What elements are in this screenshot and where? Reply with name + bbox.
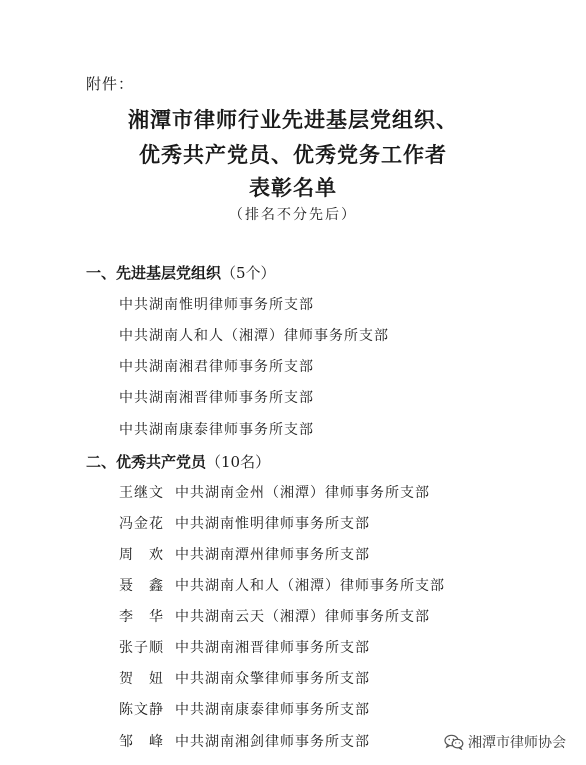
watermark-text: 湘潭市律师协会 (468, 735, 566, 751)
member-org: 中共湖南潭州律师事务所支部 (175, 547, 370, 563)
member-org: 中共湖南湘剑律师事务所支部 (175, 734, 370, 750)
org-item: 中共湖南湘君律师事务所支部 (119, 359, 314, 375)
member-item (119, 637, 370, 657)
section-2-heading (86, 451, 270, 472)
member-item (119, 699, 370, 719)
member-org: 中共湖南金州（湘潭）律师事务所支部 (175, 485, 430, 501)
member-name: 李 华 (119, 609, 164, 625)
org-item: 中共湖南惟明律师事务所支部 (119, 297, 314, 313)
section-1-heading (86, 262, 276, 283)
title-line-2: 优秀共产党员、优秀党务工作者 (139, 143, 447, 167)
member-name: 冯金花 (119, 516, 164, 532)
attachment-label: 附件： (86, 75, 135, 93)
section-2-count: （10名） (206, 453, 271, 471)
title-line-1: 湘潭市律师行业先进基层党组织、 (128, 108, 458, 132)
section-2-title: 二、优秀共产党员 (86, 453, 207, 471)
subtitle: （排名不分先后） (229, 207, 357, 223)
member-item (119, 544, 370, 564)
member-name: 陈文静 (119, 702, 164, 718)
member-item (119, 513, 370, 533)
member-org: 中共湖南康泰律师事务所支部 (175, 702, 370, 718)
title-line-3: 表彰名单 (249, 176, 337, 200)
org-item: 中共湖南人和人（湘潭）律师事务所支部 (119, 328, 389, 344)
member-name: 贺 妞 (119, 671, 164, 687)
org-item: 中共湖南湘晋律师事务所支部 (119, 390, 314, 406)
member-name: 王继文 (119, 485, 164, 501)
member-name: 张子顺 (119, 640, 164, 656)
member-org: 中共湖南惟明律师事务所支部 (175, 516, 370, 532)
section-1-title: 一、先进基层党组织 (86, 264, 222, 282)
section-1-count: （5个） (221, 264, 276, 282)
member-name: 聂 鑫 (119, 578, 164, 594)
member-item (119, 606, 430, 626)
member-item (119, 731, 370, 751)
member-item (119, 575, 445, 595)
member-org: 中共湖南云天（湘潭）律师事务所支部 (175, 609, 430, 625)
member-org: 中共湖南众擎律师事务所支部 (175, 671, 370, 687)
member-item (119, 482, 430, 502)
member-name: 邹 峰 (119, 734, 164, 750)
org-item: 中共湖南康泰律师事务所支部 (119, 422, 314, 438)
member-item (119, 668, 370, 688)
member-org: 中共湖南湘晋律师事务所支部 (175, 640, 370, 656)
member-org: 中共湖南人和人（湘潭）律师事务所支部 (175, 578, 445, 594)
wechat-icon (444, 734, 464, 750)
account-watermark (444, 732, 566, 752)
member-name: 周 欢 (119, 547, 164, 563)
